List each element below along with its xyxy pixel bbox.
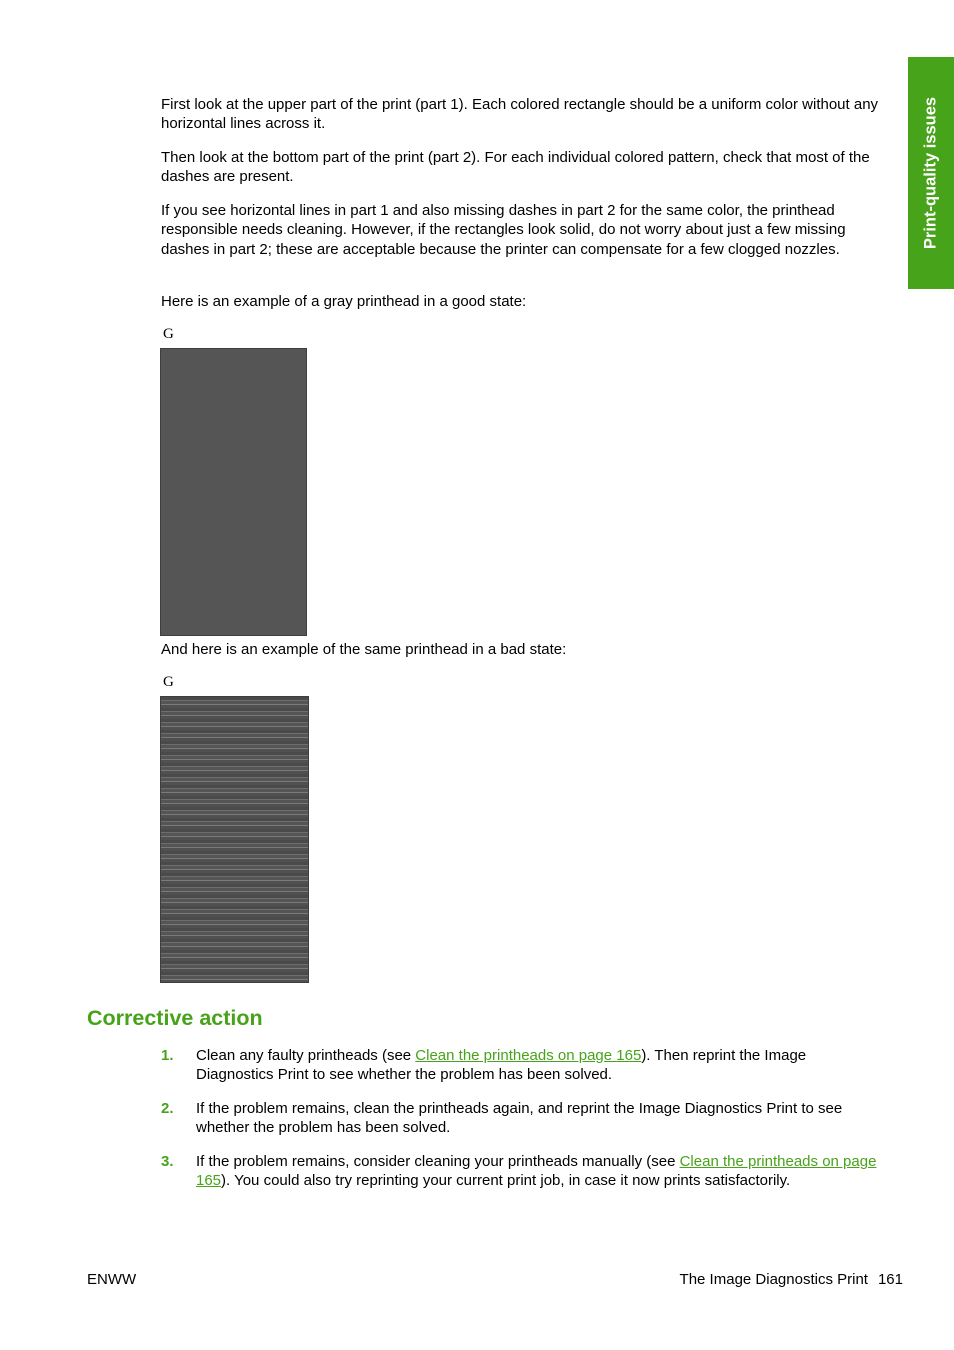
bad-sample-label: G [163, 674, 174, 690]
good-sample-label: G [163, 326, 174, 342]
step-number: 3. [161, 1153, 174, 1170]
step-text: If the problem remains, clean the printheads again, and reprint the Image Diagnostics Print to see whether the problem has been solved. [196, 1100, 843, 1137]
step-number: 2. [161, 1100, 174, 1117]
step-text: ). Then reprint the Image Diagnostics Print to see whether the problem has been solved. [196, 1047, 807, 1084]
paragraph-good-example: Here is an example of a gray printhead in a good state: [161, 293, 527, 310]
paragraph-bad-example: And here is an example of the same printhead in a bad state: [161, 641, 567, 658]
step-text: Clean any faulty printheads (see [196, 1047, 416, 1064]
step-number: 1. [161, 1047, 174, 1064]
paragraph-part1: First look at the upper part of the print (part 1). Each colored rectangle should be a uniform color without any horizontal lines across it. [161, 96, 879, 133]
step-text: If the problem remains, consider cleaning your printheads manually (see [196, 1153, 680, 1170]
step-text: ). You could also try reprinting your current print job, in case it now prints satisfactorily. [221, 1172, 791, 1190]
step-3 [161, 1152, 881, 1191]
footer-right [680, 1271, 903, 1288]
corrective-action-heading: Corrective action [87, 1006, 263, 1030]
paragraph-cleaning: If you see horizontal lines in part 1 and also missing dashes in part 2 for the same color, the printhead responsible needs cleaning. However, if the rectangles look solid, do not worry about just a few missing dashes in part 2; these are acceptable because the printer can compensate for a few clogged nozzles. [161, 202, 846, 258]
paragraph-part2: Then look at the bottom part of the print (part 2). For each individual colored pattern, check that most of the dashes are present. [161, 149, 870, 186]
step-2 [161, 1099, 881, 1138]
clean-printheads-link[interactable]: Clean the printheads on page 165 [196, 1153, 877, 1190]
footer-section-title: The Image Diagnostics Print [679, 1271, 868, 1288]
side-tab [908, 57, 954, 289]
footer-edition: ENWW [87, 1271, 137, 1288]
good-printhead-sample-image [160, 348, 307, 636]
step-1 [161, 1046, 881, 1085]
bad-printhead-sample-image [160, 696, 309, 983]
side-tab-label: Print-quality issues [921, 96, 940, 250]
page-number: 161 [877, 1271, 903, 1288]
clean-printheads-link[interactable]: Clean the printheads on page 165 [415, 1047, 642, 1064]
